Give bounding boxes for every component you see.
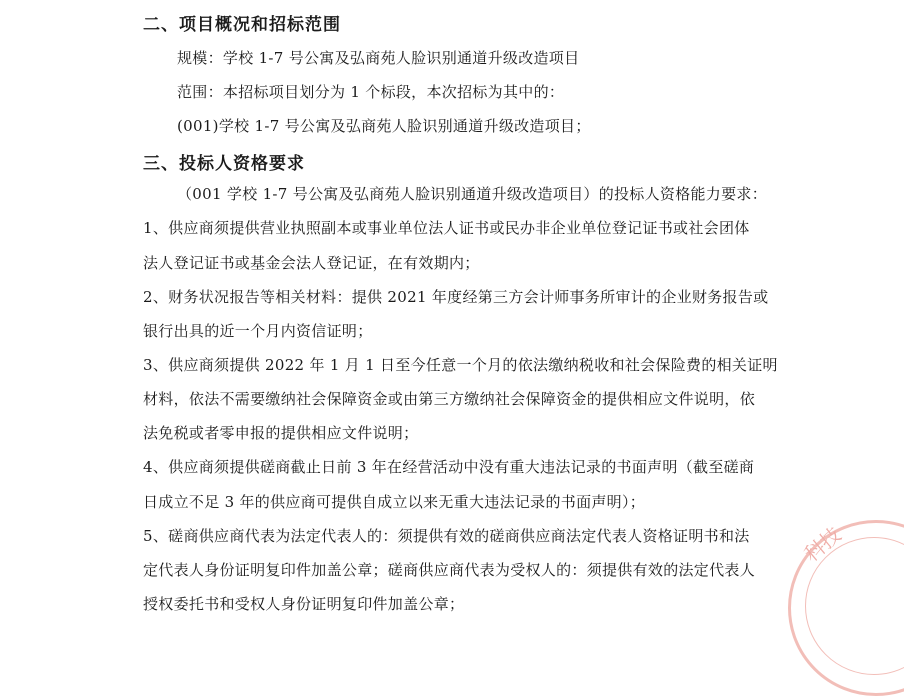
project-scope: 范围：本招标项目划分为 1 个标段，本次招标为其中的：: [177, 83, 565, 101]
requirement-4-line-2: 日成立不足 3 年的供应商可提供自成立以来无重大违法记录的书面声明）；: [143, 493, 646, 511]
official-seal-stamp: [788, 520, 904, 696]
requirement-1-line-1: 1、供应商须提供营业执照副本或事业单位法人证书或民办非企业单位登记证书或社会团体: [143, 219, 750, 237]
project-scale: 规模：学校 1-7 号公寓及弘商苑人脸识别通道升级改造项目: [177, 49, 580, 67]
requirement-3-line-3: 法免税或者零申报的提供相应文件说明；: [143, 424, 419, 442]
requirement-5-line-1: 5、磋商供应商代表为法定代表人的：须提供有效的磋商供应商法定代表人资格证明书和法: [143, 527, 750, 545]
section-3-heading: 三、投标人资格要求: [143, 154, 305, 174]
requirement-2-line-1: 2、财务状况报告等相关材料：提供 2021 年度经第三方会计师事务所审计的企业财务报告或: [143, 288, 769, 306]
requirement-3-line-2: 材料，依法不需要缴纳社会保障资金或由第三方缴纳社会保障资金的提供相应文件说明，依: [143, 390, 756, 408]
requirement-5-line-3: 授权委托书和受权人身份证明复印件加盖公章；: [143, 595, 465, 613]
requirement-3-line-1: 3、供应商须提供 2022 年 1 月 1 日至今任意一个月的依法缴纳税收和社会保险费的相关证明: [143, 356, 778, 374]
requirement-5-line-2: 定代表人身份证明复印件加盖公章；磋商供应商代表为受权人的：须提供有效的法定代表人: [143, 561, 756, 579]
requirement-1-line-2: 法人登记证书或基金会法人登记证，在有效期内；: [143, 254, 480, 272]
section-2-heading: 二、项目概况和招标范围: [143, 15, 341, 35]
requirement-4-line-1: 4、供应商须提供磋商截止日前 3 年在经营活动中没有重大违法记录的书面声明（截至磋商: [143, 458, 755, 476]
requirement-2-line-2: 银行出具的近一个月内资信证明；: [143, 322, 373, 340]
project-lot: (001)学校 1-7 号公寓及弘商苑人脸识别通道升级改造项目；: [177, 117, 591, 135]
seal-text: 科技: [799, 522, 846, 567]
qualification-intro: （001 学校 1-7 号公寓及弘商苑人脸识别通道升级改造项目）的投标人资格能力要求：: [177, 185, 767, 203]
